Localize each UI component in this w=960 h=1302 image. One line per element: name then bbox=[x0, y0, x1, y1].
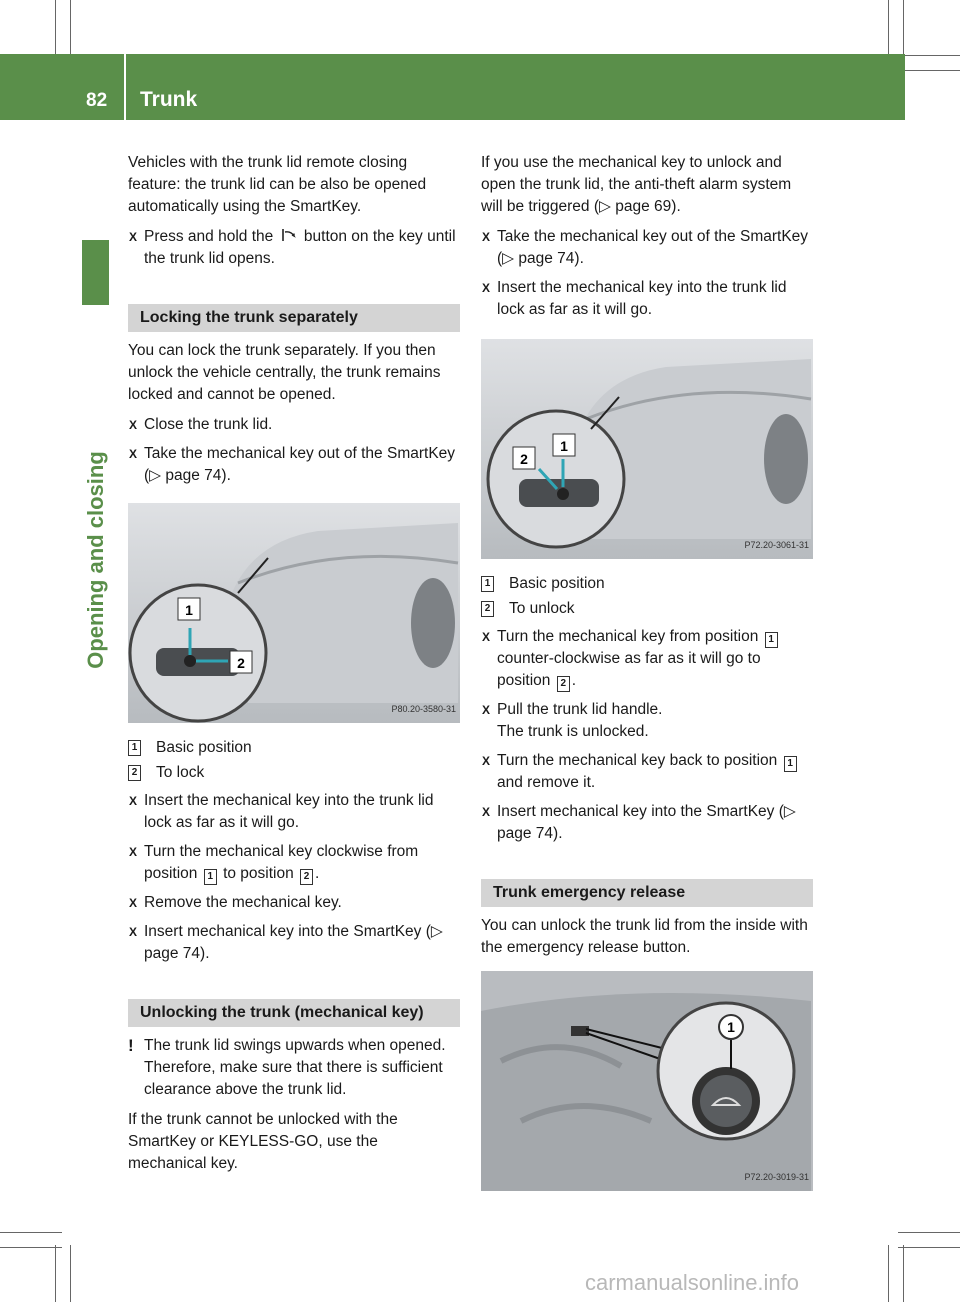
figure-code: P72.20-3061-31 bbox=[744, 540, 809, 550]
step-text: Turn the mechanical key back to position bbox=[497, 752, 778, 769]
step-arrow-icon: X bbox=[482, 703, 491, 717]
crop-mark bbox=[903, 0, 904, 62]
step-text: Press and hold the bbox=[144, 228, 274, 245]
legend-item bbox=[481, 598, 813, 620]
legend-text: To lock bbox=[156, 764, 205, 781]
step-result: The trunk is unlocked. bbox=[497, 723, 649, 740]
crop-mark bbox=[898, 1247, 960, 1248]
intro-paragraph: Vehicles with the trunk lid remote closing feature: the trunk lid can be also be opened automatically using the SmartKey. bbox=[128, 154, 427, 215]
step-arrow-icon: X bbox=[482, 754, 491, 768]
step-close-lid bbox=[128, 414, 460, 436]
unlock-paragraph: If the trunk cannot be unlocked with the SmartKey or KEYLESS-GO, use the mechanical key. bbox=[128, 1111, 398, 1172]
number-badge: 2 bbox=[300, 869, 313, 885]
crop-mark bbox=[898, 70, 960, 71]
step-take-key bbox=[128, 443, 460, 487]
crop-mark bbox=[898, 55, 960, 56]
step-insert-smartkey bbox=[481, 801, 813, 845]
step-text: . bbox=[315, 865, 320, 882]
number-badge: 2 bbox=[557, 676, 570, 692]
crop-mark bbox=[888, 1245, 889, 1302]
crop-mark bbox=[0, 1232, 62, 1233]
step-insert-key bbox=[128, 790, 460, 834]
legend-item bbox=[481, 573, 813, 595]
page-number: 82 bbox=[86, 90, 108, 111]
header-bar bbox=[0, 54, 905, 120]
legend-item bbox=[128, 762, 460, 784]
figure-lock-position bbox=[128, 503, 460, 723]
step-text: Insert mechanical key into the SmartKey (▷ page 74). bbox=[144, 923, 443, 962]
step-take-key bbox=[481, 226, 813, 270]
callout-1: 1 bbox=[560, 438, 568, 454]
header-divider bbox=[124, 54, 126, 120]
crop-mark bbox=[888, 0, 889, 62]
left-column bbox=[128, 152, 460, 1183]
step-text: counter-clockwise as far as it will go to position bbox=[497, 650, 761, 689]
step-turn-key bbox=[481, 626, 813, 692]
step-text: Insert mechanical key into the SmartKey (▷ page 74). bbox=[497, 803, 796, 842]
step-arrow-icon: X bbox=[482, 630, 491, 644]
figure-code: P72.20-3019-31 bbox=[744, 1172, 809, 1182]
car-rear-illustration bbox=[128, 503, 460, 723]
crop-mark bbox=[55, 1245, 56, 1302]
chapter-tab bbox=[82, 240, 109, 305]
step-text: and remove it. bbox=[497, 774, 596, 791]
step-text: Insert the mechanical key into the trunk lid lock as far as it will go. bbox=[144, 792, 434, 831]
number-badge: 1 bbox=[784, 756, 797, 772]
number-badge: 2 bbox=[128, 765, 141, 781]
locking-paragraph: You can lock the trunk separately. If you then unlock the vehicle centrally, the trunk remains locked and cannot be opened. bbox=[128, 342, 441, 403]
step-pull-handle bbox=[481, 699, 813, 743]
legend-item bbox=[128, 737, 460, 759]
crop-mark bbox=[70, 0, 71, 62]
number-badge: 1 bbox=[128, 740, 141, 756]
step-text: button on the key until the trunk lid opens. bbox=[144, 228, 456, 267]
step-text: Pull the trunk lid handle. bbox=[497, 701, 663, 718]
step-remove-key bbox=[128, 892, 460, 914]
crop-mark bbox=[898, 1232, 960, 1233]
chapter-label: Opening and closing bbox=[83, 451, 108, 669]
section-title: Trunk bbox=[140, 88, 198, 111]
step-text: to position bbox=[223, 865, 294, 882]
step-insert-smartkey bbox=[128, 921, 460, 965]
legend-text: Basic position bbox=[156, 739, 252, 756]
step-arrow-icon: X bbox=[482, 230, 491, 244]
trunk-open-icon bbox=[281, 227, 297, 243]
step-arrow-icon: X bbox=[129, 447, 138, 461]
callout-2: 2 bbox=[520, 451, 528, 467]
step-arrow-icon: X bbox=[482, 281, 491, 295]
step-arrow-icon: X bbox=[129, 230, 138, 244]
number-badge: 2 bbox=[481, 601, 494, 617]
figure-emergency-release bbox=[481, 971, 813, 1191]
warning-text: The trunk lid swings upwards when opened. Therefore, make sure that there is sufficient clearance above the trunk lid. bbox=[144, 1037, 446, 1098]
callout-1: 1 bbox=[185, 602, 193, 618]
crop-mark bbox=[70, 1245, 71, 1302]
step-press-button bbox=[128, 226, 460, 270]
number-badge: 1 bbox=[204, 869, 217, 885]
callout-2: 2 bbox=[237, 655, 245, 671]
legend-text: Basic position bbox=[509, 575, 605, 592]
step-arrow-icon: X bbox=[129, 925, 138, 939]
trunk-interior-illustration bbox=[481, 971, 813, 1191]
legend-text: To unlock bbox=[509, 600, 575, 617]
step-arrow-icon: X bbox=[129, 845, 138, 859]
crop-mark bbox=[0, 1247, 62, 1248]
right-column bbox=[481, 152, 813, 1205]
figure-unlock-position bbox=[481, 339, 813, 559]
step-text: Close the trunk lid. bbox=[144, 416, 273, 433]
step-arrow-icon: X bbox=[482, 805, 491, 819]
step-text: Turn the mechanical key clockwise from position bbox=[144, 843, 419, 882]
step-text: Turn the mechanical key from position bbox=[497, 628, 759, 645]
step-text: Insert the mechanical key into the trunk lid lock as far as it will go. bbox=[497, 279, 787, 318]
heading-emergency: Trunk emergency release bbox=[481, 879, 813, 907]
crop-mark bbox=[903, 1245, 904, 1302]
number-badge: 1 bbox=[765, 632, 778, 648]
figure-code: P80.20-3580-31 bbox=[391, 704, 456, 714]
warning-icon: ! bbox=[128, 1036, 134, 1055]
watermark: carmanualsonline.info bbox=[585, 1270, 800, 1295]
step-arrow-icon: X bbox=[129, 896, 138, 910]
step-text: Take the mechanical key out of the SmartKey (▷ page 74). bbox=[497, 228, 809, 267]
emergency-paragraph: You can unlock the trunk lid from the inside with the emergency release button. bbox=[481, 917, 808, 956]
heading-unlocking: Unlocking the trunk (mechanical key) bbox=[128, 999, 460, 1027]
alarm-paragraph: If you use the mechanical key to unlock and open the trunk lid, the anti-theft alarm system will be triggered (▷ page 69). bbox=[481, 154, 792, 215]
heading-locking: Locking the trunk separately bbox=[128, 304, 460, 332]
crop-mark bbox=[55, 0, 56, 62]
car-rear-illustration bbox=[481, 339, 813, 559]
step-text: Take the mechanical key out of the SmartKey (▷ page 74). bbox=[144, 445, 456, 484]
number-badge: 1 bbox=[481, 576, 494, 592]
step-text: Remove the mechanical key. bbox=[144, 894, 342, 911]
step-turn-back bbox=[481, 750, 813, 794]
step-arrow-icon: X bbox=[129, 418, 138, 432]
warning-note bbox=[128, 1035, 460, 1101]
step-turn-key bbox=[128, 841, 460, 885]
callout-1: 1 bbox=[727, 1019, 735, 1035]
step-insert-key bbox=[481, 277, 813, 321]
step-text: . bbox=[571, 672, 577, 689]
step-arrow-icon: X bbox=[129, 794, 138, 808]
